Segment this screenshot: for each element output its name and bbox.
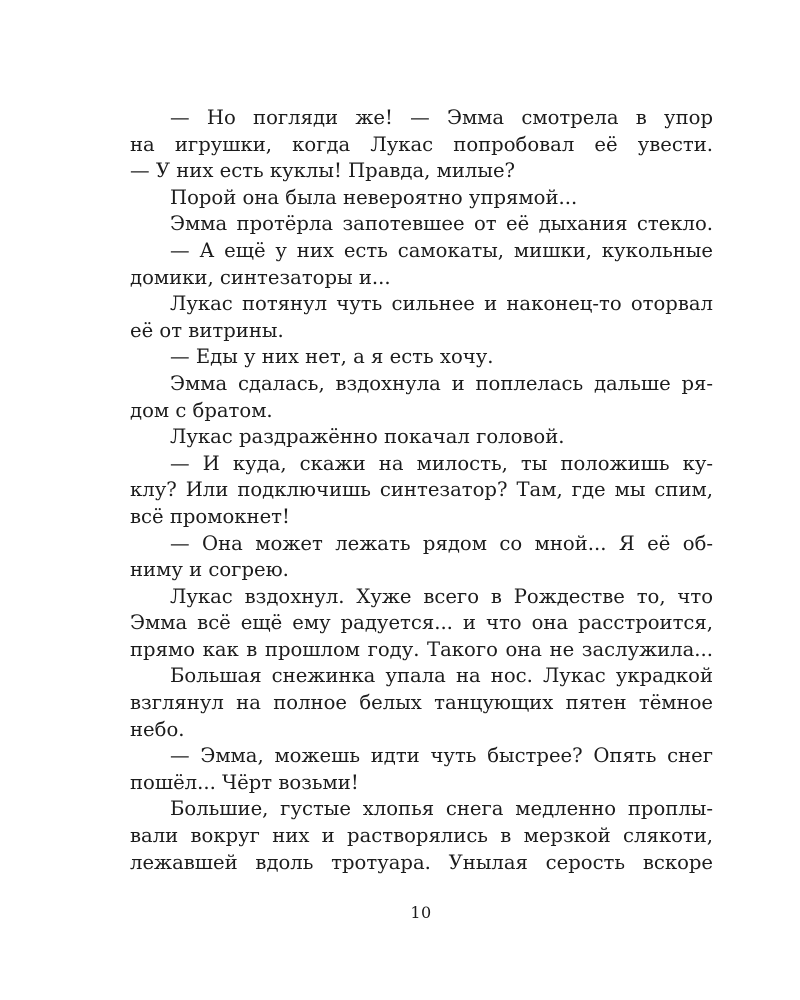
text-line: всё промокнет! bbox=[130, 504, 290, 528]
text-line: — А ещё у них есть самокаты, мишки, кукольные bbox=[170, 238, 713, 262]
text-line: небо. bbox=[130, 717, 185, 741]
text-line: взглянул на полное белых танцующих пятен тёмное bbox=[130, 691, 713, 715]
text-line: — И куда, скажи на милость, ты положишь ку- bbox=[170, 451, 713, 475]
text-line: Лукас потянул чуть сильнее и наконец-то оторвал bbox=[170, 292, 713, 316]
text-line: Эмма всё ещё ему радуется... и что она расстроится, bbox=[130, 611, 713, 635]
text-line: — Еды у них нет, а я есть хочу. bbox=[170, 345, 494, 369]
text-line: — Эмма, можешь идти чуть быстрее? Опять снег bbox=[170, 744, 713, 768]
body-text bbox=[130, 105, 713, 876]
text-line: Эмма протёрла запотевшее от её дыхания стекло. bbox=[170, 212, 713, 236]
text-line: домики, синтезаторы и... bbox=[130, 265, 391, 289]
text-line: Лукас раздражённо покачал головой. bbox=[170, 425, 565, 449]
text-line: пошёл... Чёрт возьми! bbox=[130, 770, 359, 794]
text-line: вали вокруг них и растворялись в мерзкой слякоти, bbox=[130, 824, 713, 848]
text-line: клу? Или подключишь синтезатор? Там, где мы спим, bbox=[130, 478, 713, 502]
text-line: — У них есть куклы! Правда, милые? bbox=[130, 159, 516, 183]
text-line: Большая снежинка упала на нос. Лукас украдкой bbox=[170, 664, 713, 688]
text-line: Большие, густые хлопья снега медленно проплы- bbox=[170, 797, 713, 821]
text-line: — Она может лежать рядом со мной... Я её об- bbox=[170, 531, 713, 555]
text-line: её от витрины. bbox=[130, 318, 284, 342]
text-line: Эмма сдалась, вздохнула и поплелась дальше ря- bbox=[170, 371, 713, 395]
text-line: лежавшей вдоль тротуара. Унылая серость вскоре bbox=[130, 850, 713, 874]
text-line: Лукас вздохнул. Хуже всего в Рождестве то, что bbox=[170, 584, 713, 608]
text-line: ниму и согрею. bbox=[130, 558, 289, 582]
text-line: — Но погляди же! — Эмма смотрела в упор bbox=[170, 106, 713, 129]
text-line: Порой она была невероятно упрямой... bbox=[170, 185, 578, 209]
text-line: на игрушки, когда Лукас попробовал её увести. bbox=[130, 132, 713, 156]
page-number: 10 bbox=[410, 903, 432, 922]
text-line: дом с братом. bbox=[130, 398, 273, 422]
text-line: прямо как в прошлом году. Такого она не заслужила... bbox=[130, 637, 713, 661]
